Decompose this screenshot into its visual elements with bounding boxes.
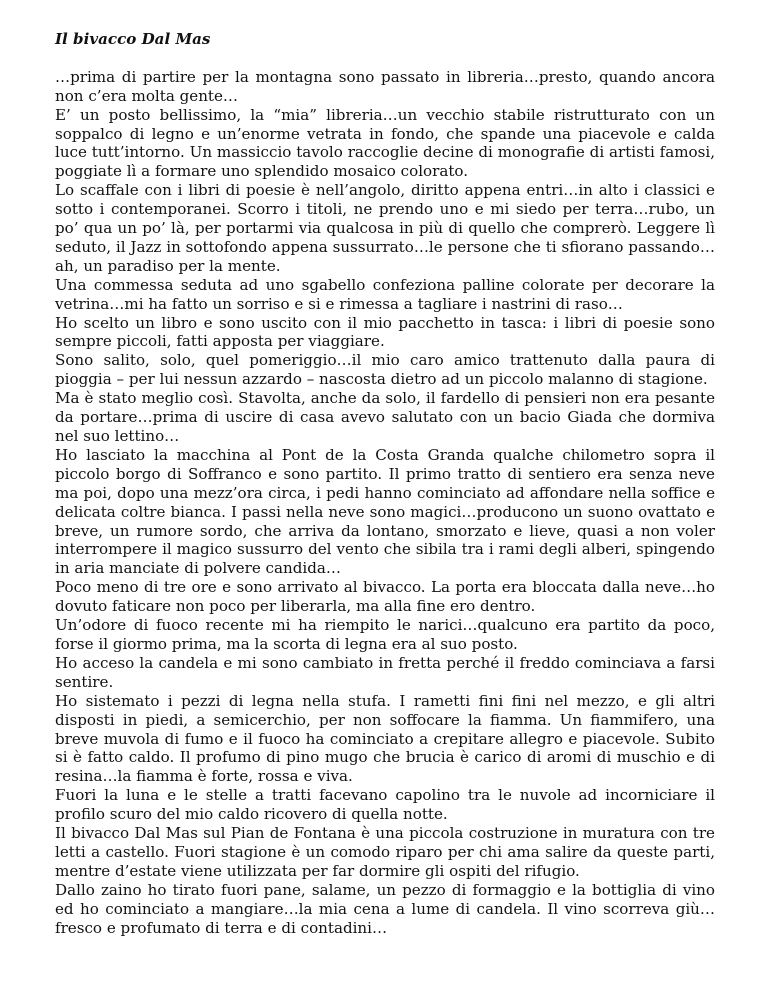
paragraph: Fuori la luna e le stelle a tratti facevano capolino tra le nuvole ad incorniciare il profilo scuro del mio caldo ricovero di quella notte. (55, 786, 715, 824)
paragraph: Ma è stato meglio così. Stavolta, anche da solo, il fardello di pensieri non era pesante da portare…prima di uscire di casa avevo salutato con un bacio Giada che dormiva nel suo lettino… (55, 389, 715, 446)
paragraph: Ho lasciato la macchina al Pont de la Costa Granda qualche chilometro sopra il piccolo borgo di Soffranco e sono partito. Il primo tratto di sentiero era senza neve ma poi, dopo una mezz’ora circa, i pedi hanno cominciato ad affondare nella soffice e delicata coltre bianca. I passi nella neve sono magici…producono un suono ovattato e breve, un rumore sordo, che arriva da lontano, smorzato e lieve, quasi a non voler interrompere il magico sussurro del vento che sibila tra i rami degli alberi, spingendo in aria manciate di polvere candida… (55, 445, 715, 578)
paragraph: Dallo zaino ho tirato fuori pane, salame, un pezzo di formaggio e la bottiglia di vino ed ho cominciato a mangiare…la mia cena a lume di candela. Il vino scorreva giù…fresco e profumato di terra e di contadini… (55, 880, 715, 937)
paragraph: Il bivacco Dal Mas sul Pian de Fontana è una piccola costruzione in muratura con tre letti a castello. Fuori stagione è un comodo riparo per chi ama salire da queste parti, mentre d’estate viene utilizzata per far dormire gli ospiti del rifugio. (55, 824, 715, 880)
paragraph: Sono salito, solo, quel pomeriggio…il mio caro amico trattenuto dalla paura di pioggia – per lui nessun azzardo – nascosta dietro ad un piccolo malanno di stagione. (55, 351, 715, 389)
paragraph: Ho sistemato i pezzi di legna nella stufa. I rametti fini fini nel mezzo, e gli altri disposti in piedi, a semicerchio, per non soffocare la fiamma. Un fiammifero, una breve muvola di fumo e il fuoco ha cominciato a crepitare allegro e piacevole. Subito si è fatto caldo. Il profumo di pino mugo che brucia è carico di aromi di muschio e di resina…la fiamma è forte, rossa e viva. (55, 691, 715, 786)
paragraph: Lo scaffale con i libri di poesie è nell’angolo, diritto appena entri…in alto i classici e sotto i contemporanei. Scorro i titoli, ne prendo uno e mi siedo per terra…rubo, un po’ qua un po’ là, per portarmi via qualcosa in più di quello che comprerò. Leggere lì seduto, il Jazz in sottofondo appena sussurrato…le persone che ti sfiorano passando…ah, un paradiso per la mente. (55, 181, 715, 275)
document-title: Il bivacco Dal Mas (55, 30, 211, 48)
paragraph: …prima di partire per la montagna sono passato in libreria…presto, quando ancora non c’era molta gente… (55, 67, 715, 105)
paragraph: Una commessa seduta ad uno sgabello confeziona palline colorate per decorare la vetrina…mi ha fatto un sorriso e si e rimessa a tagliare i nastrini di raso… (55, 275, 715, 313)
document-page (55, 30, 715, 937)
paragraph: E’ un posto bellissimo, la “mia” libreria…un vecchio stabile ristrutturato con un soppalco di legno e un’enorme vetrata in fondo, che spande una piacevole e calda luce tutt’intorno. Un massiccio tavolo raccoglie decine di monografie di artisti famosi, poggiate lì a formare uno splendido mosaico colorato. (55, 105, 715, 181)
paragraph: Poco meno di tre ore e sono arrivato al bivacco. La porta era bloccata dalla neve…ho dovuto faticare non poco per liberarla, ma alla fine ero dentro. (55, 578, 715, 616)
paragraph: Un’odore di fuoco recente mi ha riempito le narici…qualcuno era partito da poco, forse il giormo prima, ma la scorta di legna era al suo posto. (55, 616, 715, 653)
paragraph: Ho acceso la candela e mi sono cambiato in fretta perché il freddo cominciava a farsi sentire. (55, 653, 715, 691)
paragraph: Ho scelto un libro e sono uscito con il mio pacchetto in tasca: i libri di poesie sono sempre piccoli, fatti apposta per viaggiare. (55, 313, 715, 351)
